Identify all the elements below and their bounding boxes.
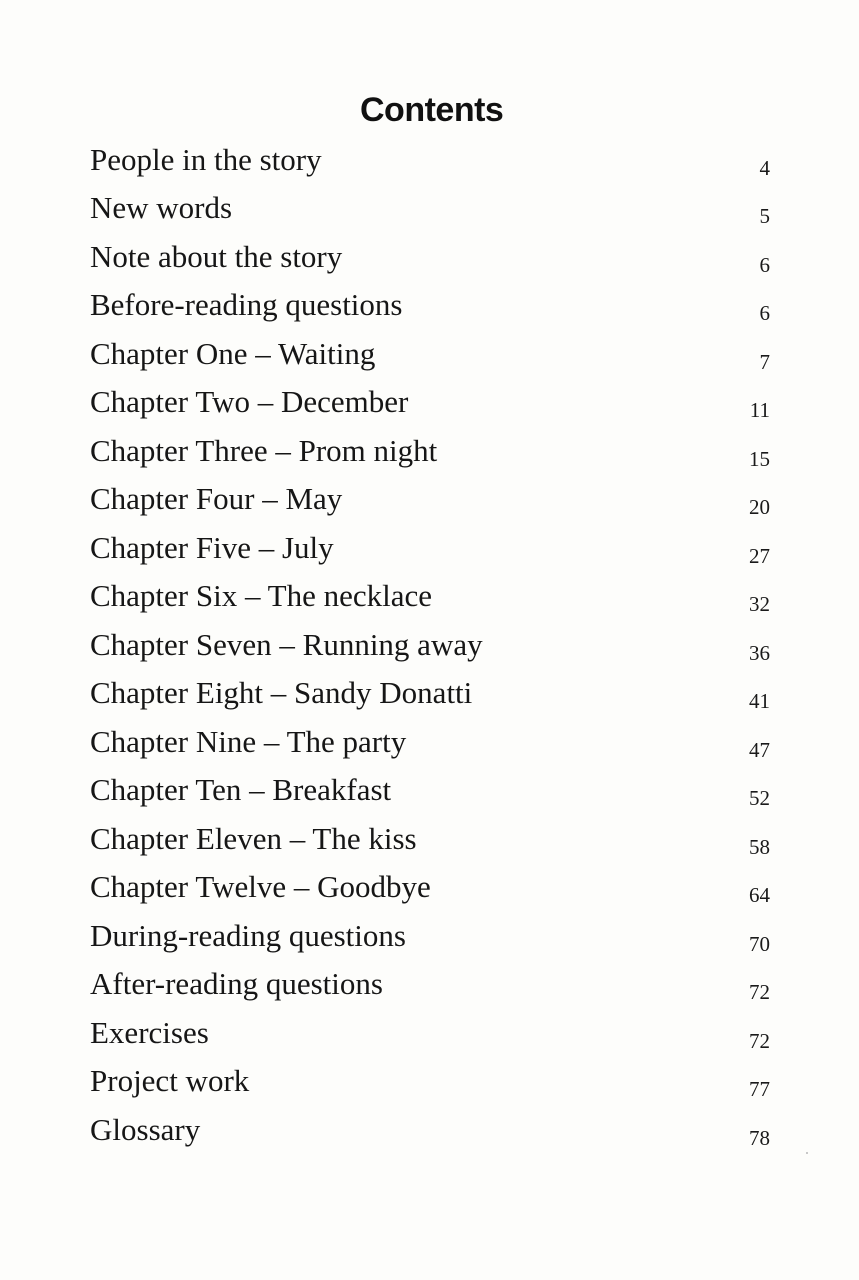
toc-entry[interactable] (90, 576, 770, 620)
toc-entry-label: Project work (90, 1063, 250, 1098)
toc-entry-page: 5 (759, 204, 770, 228)
toc-entry[interactable] (90, 625, 770, 669)
toc-entry-label: Chapter Twelve – Goodbye (90, 869, 431, 904)
toc-entry-page: 6 (759, 253, 770, 277)
toc-entry-label: Chapter Eight – Sandy Donatti (90, 675, 473, 710)
toc-entry-label: Chapter One – Waiting (90, 336, 376, 371)
toc-entry-label: New words (90, 190, 233, 225)
page-title: Contents (360, 91, 504, 129)
toc-entry-page: 7 (759, 350, 770, 374)
toc-entry-label: Chapter Four – May (90, 481, 343, 516)
toc-entry-label: Chapter Two – December (90, 384, 409, 419)
toc-entry-page: 52 (749, 786, 770, 810)
toc-entry-label: After-reading questions (90, 966, 383, 1001)
toc-entry[interactable] (90, 722, 770, 766)
toc-entry[interactable] (90, 819, 770, 863)
toc-entry-label: Chapter Eleven – The kiss (90, 821, 417, 856)
toc-entry-page: 36 (749, 641, 770, 665)
toc-entry[interactable] (90, 673, 770, 717)
toc-entry[interactable] (90, 382, 770, 426)
toc-entry-page: 70 (749, 932, 770, 956)
toc-entry[interactable] (90, 479, 770, 523)
toc-entry-page: 15 (749, 447, 770, 471)
toc-entry[interactable] (90, 237, 770, 281)
toc-entry-page: 6 (759, 301, 770, 325)
toc-entry-label: Exercises (90, 1015, 209, 1050)
toc-entry-label: People in the story (90, 142, 322, 177)
toc-entry-label: During-reading questions (90, 918, 406, 953)
toc-entry[interactable] (90, 867, 770, 911)
toc-entry-label: Glossary (90, 1112, 201, 1147)
toc-entry-label: Chapter Six – The necklace (90, 578, 433, 613)
toc-entry-page: 78 (749, 1126, 770, 1150)
toc-entry-page: 20 (749, 495, 770, 519)
toc-entry-page: 72 (749, 980, 770, 1004)
toc-entry[interactable] (90, 431, 770, 475)
toc-entry-page: 27 (749, 544, 770, 568)
toc-entry-page: 77 (749, 1077, 770, 1101)
toc-entry[interactable] (90, 140, 770, 184)
toc-entry-label: Chapter Seven – Running away (90, 627, 483, 662)
toc-entry[interactable] (90, 528, 770, 572)
toc-entry-label: Chapter Five – July (90, 530, 334, 565)
toc-entry-page: 58 (749, 835, 770, 859)
toc-entry-page: 32 (749, 592, 770, 616)
toc-entry[interactable] (90, 334, 770, 378)
toc-entry-page: 4 (759, 156, 770, 180)
toc-entry[interactable] (90, 285, 770, 329)
toc-entry-label: Chapter Nine – The party (90, 724, 407, 759)
toc-entry[interactable] (90, 770, 770, 814)
toc-entry[interactable] (90, 1061, 770, 1105)
toc-entry-page: 41 (749, 689, 770, 713)
toc-entry-label: Note about the story (90, 239, 343, 274)
toc-entry[interactable] (90, 1110, 770, 1154)
toc-entry-page: 72 (749, 1029, 770, 1053)
toc-entry[interactable] (90, 1013, 770, 1057)
toc-entry[interactable] (90, 188, 770, 232)
paper-speck (806, 1152, 808, 1154)
toc-entry-label: Before-reading questions (90, 287, 403, 322)
toc-entry-page: 11 (749, 398, 770, 422)
toc-entry-label: Chapter Three – Prom night (90, 433, 438, 468)
toc-entry-page: 47 (749, 738, 770, 762)
toc-entry-page: 64 (749, 883, 770, 907)
toc-entry[interactable] (90, 964, 770, 1008)
toc-entry[interactable] (90, 916, 770, 960)
toc-entry-label: Chapter Ten – Breakfast (90, 772, 392, 807)
